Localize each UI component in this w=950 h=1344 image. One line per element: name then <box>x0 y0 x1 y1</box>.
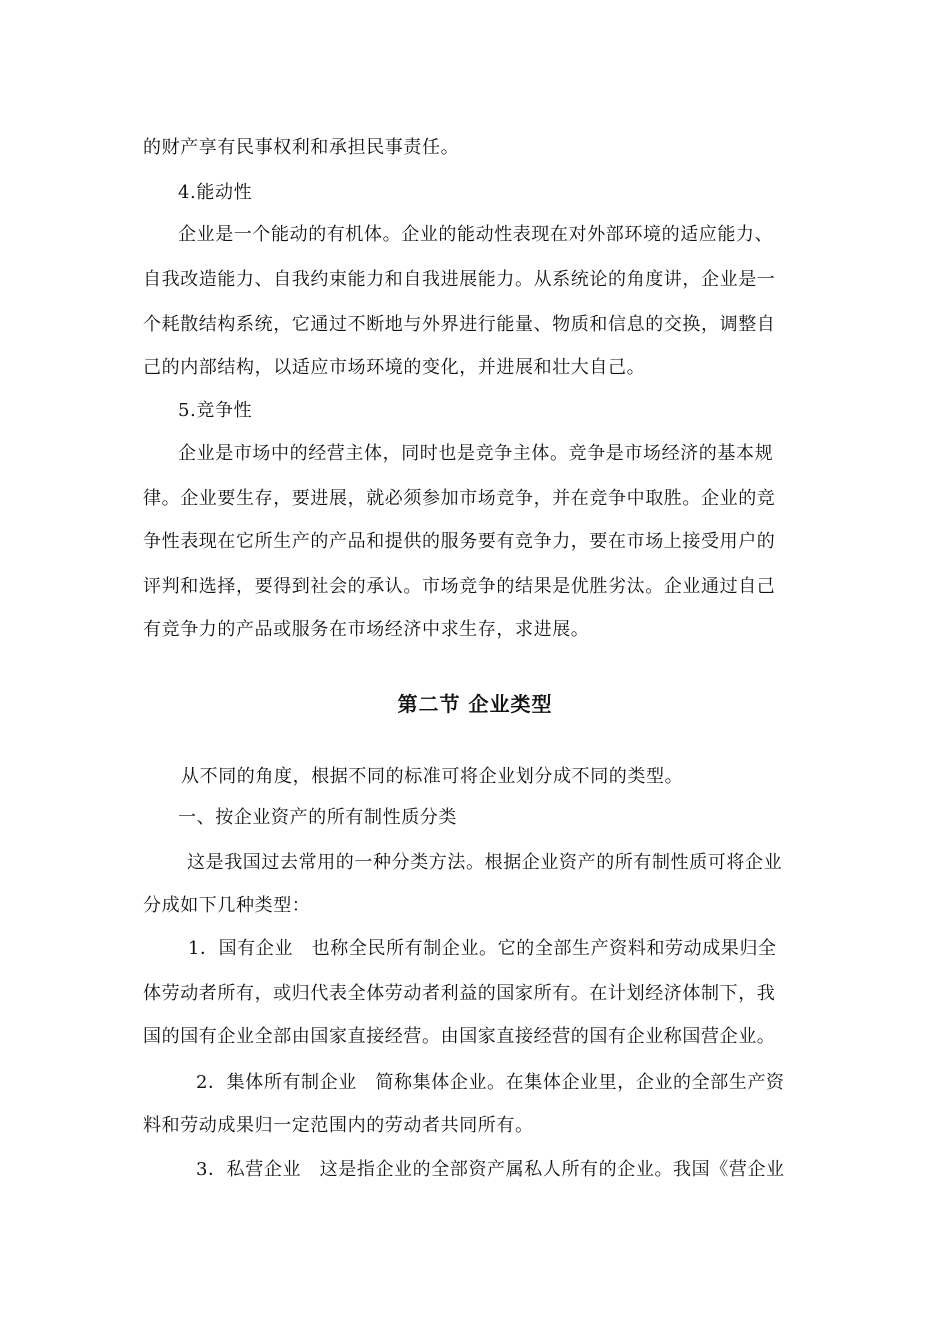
paragraph-line: 分成如下几种类型： <box>143 895 311 916</box>
paragraph-line: 料和劳动成果归一定范围内的劳动者共同所有。 <box>143 1115 534 1136</box>
list-item-1: 1．国有企业 也称全民所有制企业。它的全部生产资料和劳动成果归全 <box>188 938 777 959</box>
list-item-2: 2．集体所有制企业 简称集体企业。在集体企业里，企业的全部生产资 <box>196 1072 785 1093</box>
paragraph-line: 这是我国过去常用的一种分类方法。根据企业资产的所有制性质可将企业 <box>187 852 783 873</box>
paragraph-line: 律。企业要生存，要进展，就必须参加市场竞争，并在竞争中取胜。企业的竞 <box>143 488 776 509</box>
section-heading: 第二节 企业类型 <box>397 692 553 716</box>
paragraph-line: 争性表现在它所生产的产品和提供的服务要有竞争力，要在市场上接受用户的 <box>143 531 776 552</box>
paragraph-line: 国的国有企业全部由国家直接经营。由国家直接经营的国有企业称国营企业。 <box>143 1026 776 1047</box>
paragraph-line: 自我改造能力、自我约束能力和自我进展能力。从系统论的角度讲，企业是一 <box>143 269 776 290</box>
paragraph-line: 企业是市场中的经营主体，同时也是竞争主体。竞争是市场经济的基本规 <box>178 443 774 464</box>
paragraph-line: 个耗散结构系统，它通过不断地与外界进行能量、物质和信息的交换，调整自 <box>143 314 776 335</box>
paragraph-line: 从不同的角度，根据不同的标准可将企业划分成不同的类型。 <box>181 766 684 787</box>
paragraph-line: 己的内部结构，以适应市场环境的变化，并进展和壮大自己。 <box>143 357 646 378</box>
subheading-4: 4.能动性 <box>178 182 253 203</box>
paragraph-line: 企业是一个能动的有机体。企业的能动性表现在对外部环境的适应能力、 <box>178 224 774 245</box>
paragraph-line: 有竞争力的产品或服务在市场经济中求生存，求进展。 <box>143 619 590 640</box>
paragraph-line: 评判和选择，要得到社会的承认。市场竞争的结果是优胜劣汰。企业通过自己 <box>143 576 776 597</box>
paragraph-line: 的财产享有民事权利和承担民事责任。 <box>143 137 460 158</box>
subheading-5: 5.竞争性 <box>178 400 253 421</box>
paragraph-line: 体劳动者所有，或归代表全体劳动者利益的国家所有。在计划经济体制下，我 <box>143 983 776 1004</box>
list-item-3: 3．私营企业 这是指企业的全部资产属私人所有的企业。我国《营企业 <box>196 1159 785 1180</box>
subheading-category: 一、按企业资产的所有制性质分类 <box>178 807 457 828</box>
